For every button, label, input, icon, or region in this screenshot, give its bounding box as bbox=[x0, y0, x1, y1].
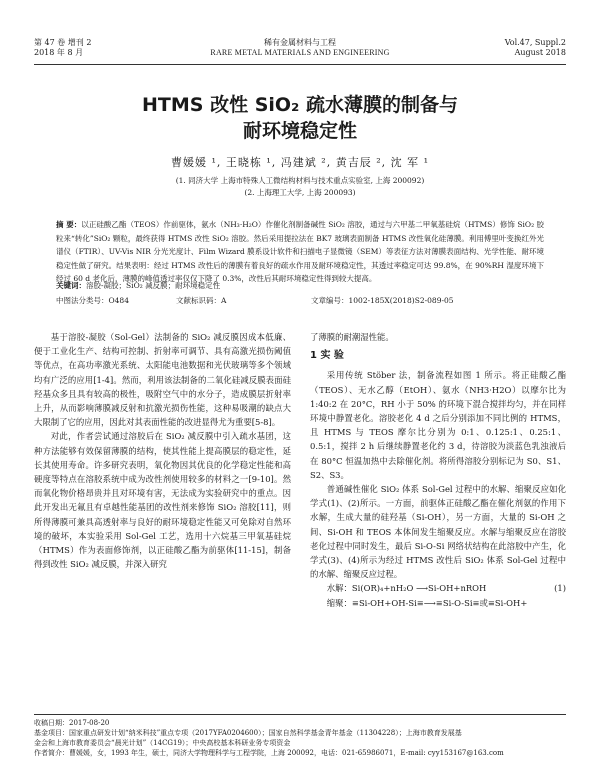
running-header bbox=[34, 30, 566, 65]
volume-info-en bbox=[505, 38, 566, 58]
equation-1-text: 水解：Si(OR)₄+nH₂O ⟶Si-OH+nROH bbox=[326, 583, 487, 594]
section-heading-experiment: 1 实 验 bbox=[310, 350, 344, 362]
experiment-paragraph-1: 采用传统 Stöber 法，制备流程如图 1 所示。将正硅酸乙酯（TEOS）、无水乙醇（EtOH）、氨水（NH3·H2O）以摩尔比为 1:40:2 在 20°C，RH 小于 50% 的环境下混合搅拌均匀，并在同样环境中静置老化。溶胶老化 4 d 之后分别添加不同比例的 HTMS，且 HTMS 与 TEOS 摩尔比分别为 0:1、0.125:1、0.25:1、0.5:1，搅拌 2 h 后继续静置老化约 3 d，待溶胶为淡蓝色乳浊液后在 80°C 恒温加热中去除催化剂。将所得溶胶分别标记为 S0、S1、S2、S3。 bbox=[310, 370, 566, 480]
document-code: 文献标识码：A bbox=[176, 296, 227, 305]
funding-info-cont: 金会和上海市教育委员会“晨光计划”（14CG19）；中央高校基本科研业务专项资金 bbox=[34, 739, 291, 747]
affiliation-2: (2. 上海理工大学, 上海 200093) bbox=[244, 188, 356, 197]
article-number: 文章编号：1002-185X(2018)S2-089-05 bbox=[311, 296, 454, 305]
intro-continuation: 了薄膜的耐潮湿性能。 bbox=[310, 332, 394, 342]
title-line-2: 耐环境稳定性 bbox=[242, 120, 357, 142]
equation-2 bbox=[310, 596, 566, 610]
keywords bbox=[56, 280, 544, 291]
equation-1-number: (1) bbox=[554, 583, 566, 594]
journal-name-en: RARE METAL MATERIALS AND ENGINEERING bbox=[210, 48, 390, 57]
clc-number: 中图法分类号：O484 bbox=[56, 296, 129, 305]
paper-title bbox=[0, 92, 600, 144]
intro-paragraph-1: 基于溶胶-凝胶（Sol-Gel）法制备的 SiO₂ 减反膜因成本低廉、便于工业化生产、结构可控制、折射率可调节、具有高激光损伤阈值等优点，在高功率激光系统、太阳能电池数据和光伏玻璃等多个领域均有广泛的应用[1-4]。然而，利用该法制备的二氧化硅减反膜表面硅羟基众多且具有较高的极性，吸附空气中的水分子，造成膜层折射率上升，从而影响薄膜减反射和抗激光损伤性能，这种易吸潮的缺点大大限制了它的应用，因此对其表面性能的改进显得尤为重要[5-8]。 bbox=[34, 332, 291, 428]
affiliation-1: (1. 同济大学 上海市特殊人工微结构材料与技术重点实验室, 上海 200092) bbox=[175, 176, 425, 185]
funding-info: 基金项目：国家重点研发计划“纳米科技”重点专项（2017YFA0204600）；国家自然科学基金青年基金（11304228）；上海市教育发展基 bbox=[34, 729, 462, 737]
right-column bbox=[310, 330, 566, 610]
journal-name bbox=[34, 38, 566, 58]
title-line-1: HTMS 改性 SiO₂ 疏水薄膜的制备与 bbox=[142, 94, 458, 116]
author-list: 曹媛媛 ¹, 王晓栋 ¹, 冯建斌 ², 黄吉辰 ², 沈 军 ¹ bbox=[171, 156, 429, 169]
received-date: 收稿日期：2017-08-20 bbox=[34, 719, 110, 727]
volume-supplement: Vol.47, Suppl.2 bbox=[504, 38, 566, 47]
abstract-text: 以正硅酸乙酯（TEOS）作前驱体，氨水（NH₃·H₂O）作催化剂制备碱性 SiO₂ 溶胶，通过与六甲基二甲氧基硅烷（HTMS）修饰 SiO₂ 胶粒来“转化”SiO₂ 颗粒，最终获得 HTMS 改性 SiO₂ 溶胶。然后采用提拉法在 BK7 玻璃表面制备 HTMS 改性氧化硅薄膜。利用傅里叶变换红外光谱仪（FTIR）、UV-Vis NIR 分光光度计、Film Wizard 膜系设计软件和扫描电子显微镜（SEM）等表征方法对薄膜表面结构、光学性能、耐环境稳定性做了研究。结果表明：经过 HTMS 改性后的薄膜有着良好的疏水作用及耐环境稳定性，其透过率稳定可达 99.8%，在 90%RH 湿度环境下经过 60 d 老化后，薄膜的峰值透过率仅仅下降了 0.3%，改性后其耐环境稳定性得到较大提高。 bbox=[56, 220, 544, 283]
author-bio: 作者简介：曹媛媛，女，1993 年生，硕士，同济大学物理科学与工程学院，上海 200092，电话：021-65986071，E-mail: cyy153167@163.com bbox=[34, 749, 504, 757]
keywords-label: 关键词： bbox=[56, 281, 86, 290]
equation-1 bbox=[310, 581, 566, 595]
experiment-paragraph-2: 普通碱性催化 SiO₂ 体系 Sol-Gel 过程中的水解、缩聚反应如化学式(1)、(2)所示。一方面，前驱体正硅酸乙酯在催化剂氨的作用下水解，生成大量的硅羟基（Si-OH），另一方面，大量的 Si-OH 之间、Si-OH 和 TEOS 本体间发生缩聚反应。水解与缩聚反应在溶胶老化过程中同时发生，最后 Si-O-Si 网络状结构在此溶胶中产生，化学式(3)、(4)所示为经过 HTMS 改性后 SiO₂ 体系 Sol-Gel 过程中的水解、缩聚反应过程。 bbox=[310, 484, 566, 580]
intro-paragraph-2: 对此，作者尝试通过溶胶后在 SiO₂ 减反膜中引入疏水基团，这种方法能够有效保留薄膜的结构，使其性能上提高膜层的稳定性，延长其使用寿命。许多研究表明，氧化物因其优良的化学稳定性能和高硬度等特点在溶胶系统中成为改性剂使用较多的材料之一[9-10]。然而氧化物价格昂贵并且对环境有害，无法成为实验研究中的重点。因此开发出无氟且有卓越性能基团的改性剂来修饰 SiO₂ 溶胶[11]，则所得薄膜可兼具高透射率与良好的耐环境稳定性能又可免除对自然环境的破坏，本实验采用 Sol-Gel 工艺，选用十六烷基三甲氧基硅烷（HTMS）作为表面修饰剂，以正硅酸乙酯为前驱体[11-15]，制备得到改性 SiO₂ 减反膜，并深入研究 bbox=[34, 431, 291, 570]
volume-issue: 第 47 卷 增刊 2 bbox=[34, 38, 92, 47]
equation-2-text: 缩聚：≡Si-OH+OH-Si≡⟶≡Si-O-Si≡或≡Si-OH+ bbox=[326, 597, 528, 608]
publication-month: August 2018 bbox=[514, 48, 566, 57]
keywords-text: 溶胶-凝胶；SiO₂ 减反膜；耐环境稳定性 bbox=[86, 281, 221, 290]
left-column bbox=[34, 330, 291, 571]
abstract bbox=[56, 218, 544, 286]
abstract-label: 摘 要： bbox=[56, 220, 82, 229]
year-month: 2018 年 8 月 bbox=[34, 48, 84, 57]
journal-name-cn: 稀有金属材料与工程 bbox=[264, 38, 336, 47]
footnotes bbox=[34, 714, 566, 758]
